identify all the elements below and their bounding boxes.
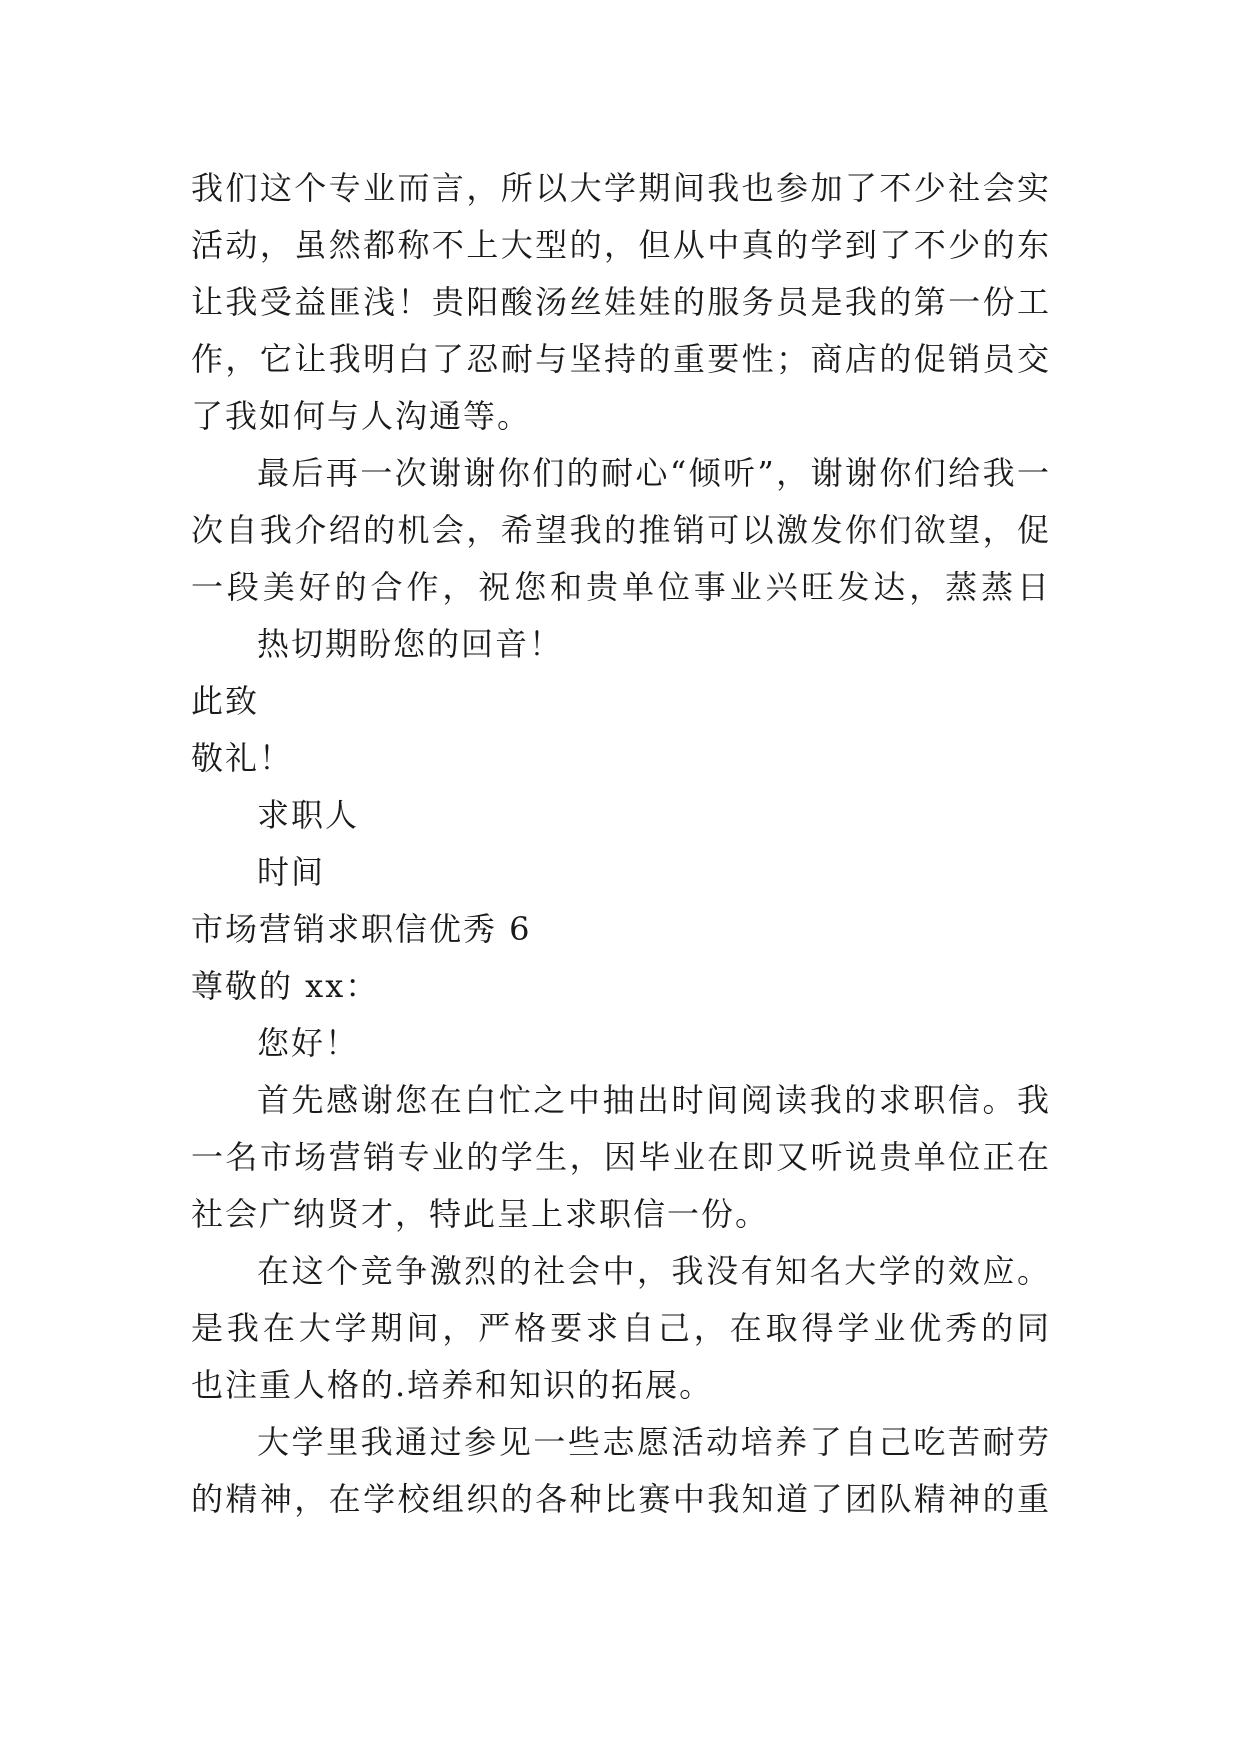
- paragraph-line: 的精神，在学校组织的各种比赛中我知道了团队精神的重: [191, 1480, 1051, 1518]
- paragraph-line: 活动，虽然都称不上大型的，但从中真的学到了不少的东: [191, 226, 1051, 264]
- section-title: 市场营销求职信优秀 6: [191, 910, 532, 948]
- paragraph-line: 作，它让我明白了忍耐与坚持的重要性；商店的促销员交: [191, 340, 1051, 378]
- paragraph-line: 首先感谢您在白忙之中抽出时间阅读我的求职信。我: [257, 1081, 1051, 1119]
- salutation-line: 此致: [191, 682, 260, 720]
- paragraph-line: 是我在大学期间，严格要求自己，在取得学业优秀的同: [191, 1309, 1051, 1347]
- paragraph-line: 社会广纳贤才，特此呈上求职信一份。: [191, 1195, 770, 1233]
- date-line: 时间: [257, 853, 326, 891]
- paragraph-line: 一段美好的合作，祝您和贵单位事业兴旺发达，蒸蒸日: [191, 568, 1051, 606]
- signature-line: 求职人: [257, 796, 360, 834]
- salutation-line: 敬礼！: [191, 739, 294, 777]
- paragraph-line: 一名市场营销专业的学生，因毕业在即又听说贵单位正在: [191, 1138, 1051, 1176]
- closing-line: 热切期盼您的回音！: [257, 625, 564, 663]
- hello-line: 您好！: [257, 1024, 360, 1062]
- paragraph-line: 我们这个专业而言，所以大学期间我也参加了不少社会实: [191, 169, 1051, 207]
- paragraph-line: 最后再一次谢谢你们的耐心“倾听”，谢谢你们给我一: [257, 454, 1051, 492]
- paragraph-line: 次自我介绍的机会，希望我的推销可以激发你们欲望，促: [191, 511, 1051, 549]
- paragraph-line: 了我如何与人沟通等。: [191, 397, 532, 435]
- paragraph-line: 让我受益匪浅！贵阳酸汤丝娃娃的服务员是我的第一份工: [191, 283, 1051, 321]
- greeting-line: 尊敬的 xx：: [191, 967, 380, 1005]
- paragraph-line: 大学里我通过参见一些志愿活动培养了自己吃苦耐劳: [257, 1423, 1051, 1461]
- paragraph-line: 在这个竞争激烈的社会中，我没有知名大学的效应。: [257, 1252, 1051, 1290]
- paragraph-line: 也注重人格的.培养和知识的拓展。: [191, 1366, 714, 1404]
